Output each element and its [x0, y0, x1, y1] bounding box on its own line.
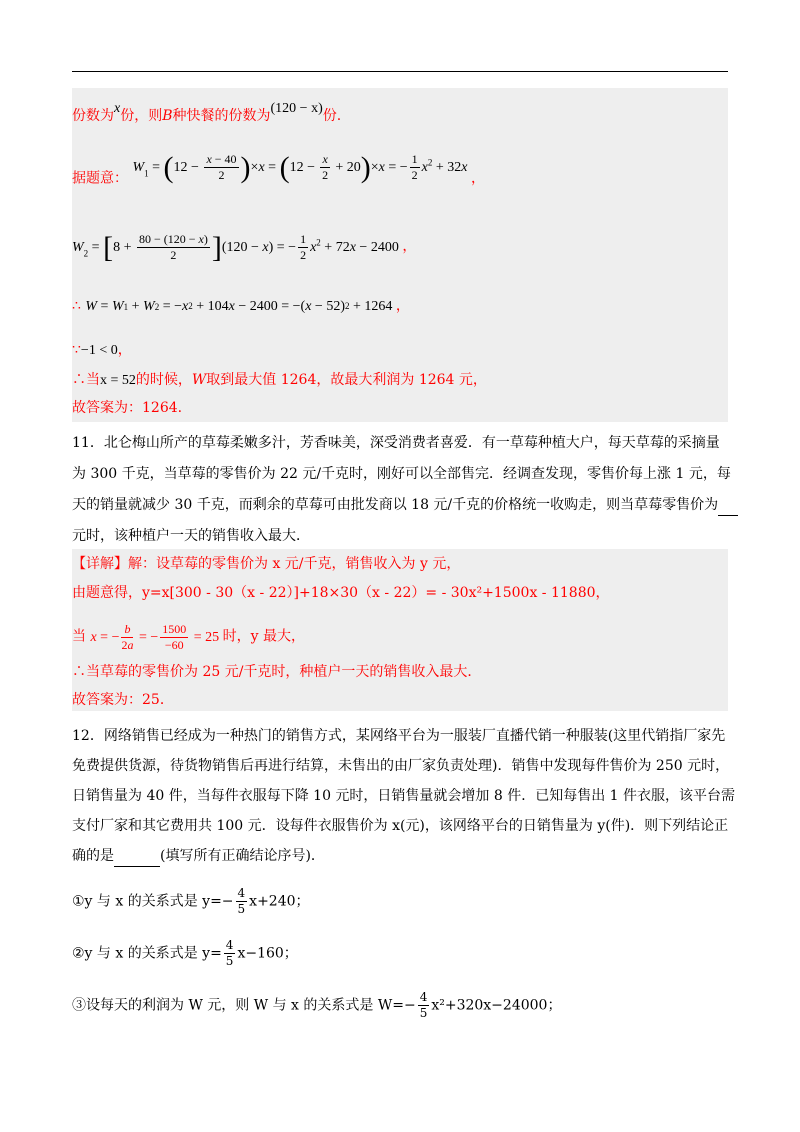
- sol11-line-3: 当 x = − $\frac{b}{2a}$ = − $\frac{1500}{-60}$ = 25 时，y 最大，: [72, 622, 306, 652]
- sol11-line-2: 由题意得，y=x[300 - 30（x - 22）]+18×30（x - 22）= - 30x²+1500x - 11880，: [72, 585, 610, 601]
- header-rule: [72, 71, 728, 72]
- w2-equation: W2 = [8 + $\frac{80 - (120 - x)}{2}$ ](120 − x) = − $\frac{1}{2}$ $x^2 + 72x - 2400$: [72, 230, 403, 264]
- sol11-line-5: 故答案为：25．: [72, 692, 174, 708]
- sol10-line-2: 据题意： W1 = (12 − $\frac{x - 40}{2}$ )×x = (12 − $\frac{x}{2}$ + 20)×x = − $\frac{1}{2}$ $x^2 + 32x$ ，: [72, 150, 485, 187]
- q11-line-1: 11．北仑梅山所产的草莓柔嫩多汁，芳香味美，深受消费者喜爱．有一草莓种植大户，每天草莓的采摘量: [72, 435, 720, 451]
- sol10-line-4: ∴ $W = W1 + W2 = -x^2 + 104x - 2400 = -(x - 52)^2 + 1264$ ，: [72, 298, 410, 314]
- sol11-line-4: ∴当草莓的零售价为 25 元/千克时，种植户一天的销售收入最大．: [72, 664, 482, 680]
- w-total-equation: $W = W1 + W2 = -x^2 + 104x - 2400 = -(x - 52)^2 + 1264$: [85, 299, 396, 314]
- q12-line-1: 12．网络销售已经成为一种热门的销售方式，某网络平台为一服装厂直播代销一种服装(这里代销指厂家先: [72, 728, 726, 744]
- sol10-line-1: 份数为x份，则B种快餐的份数为(120 − x)份.: [72, 101, 342, 124]
- w1-equation: W1 = (12 − $\frac{x - 40}{2}$ )×x = (12 − $\frac{x}{2}$ + 20)×x = − $\frac{1}{2}$ $x^2 + 32x$: [132, 150, 468, 184]
- q12-option-3: ③设每天的利润为 W 元，则 W 与 x 的关系式是 W=− $\frac{4}{5}$ x²+320x−24000；: [72, 990, 562, 1020]
- q11-answer-blank[interactable]: [718, 495, 738, 516]
- sol11-line-1: 【详解】解：设草莓的零售价为 x 元/千克，销售收入为 y 元，: [72, 556, 461, 572]
- q12-line-5: 确的是 (填写所有正确结论序号)．: [72, 846, 325, 867]
- q12-line-2: 免费提供货源，待货物销售后再进行结算，未售出的由厂家负责处理)．销售中发现每件售价为 250 元时，: [72, 758, 730, 774]
- q12-option-2: ②y 与 x 的关系式是 y= $\frac{4}{5}$ x−160；: [72, 938, 298, 968]
- detail-tag: 【详解】: [72, 556, 128, 572]
- sol10-line-7: 故答案为：1264.: [72, 400, 183, 416]
- q11-line-4: 元时，该种植户一天的销售收入最大．: [72, 528, 310, 544]
- q12-option-1: ①y 与 x 的关系式是 y=− $\frac{4}{5}$ x+240；: [72, 886, 310, 916]
- q11-line-2: 为 300 千克，当草莓的零售价为 22 元/千克时，刚好可以全部售完．经调查发现，零售价每上涨 1 元，每: [72, 466, 731, 482]
- q12-line-3: 日销售量为 40 件，当每件衣服每下降 10 元时，日销售量就会增加 8 件．已知每售出 1 件衣服，该平台需: [72, 788, 736, 804]
- sol10-line-6: ∴当x = 52的时候，W取到最大值 1264，故最大利润为 1264 元，: [72, 372, 487, 388]
- q11-line-3: 天的销量就减少 30 千克，而剩余的草莓可由批发商以 18 元/千克的价格统一收购走，则当草莓零售价为: [72, 495, 738, 516]
- q12-line-4: 支付厂家和其它费用共 100 元．设每件衣服售价为 x(元)，该网络平台的日销售量为 y(件)．则下列结论正: [72, 818, 729, 834]
- q12-answer-blank[interactable]: [114, 846, 160, 867]
- vertex-formula: x = − $\frac{b}{2a}$ = − $\frac{1500}{-60}$ = 25: [90, 622, 223, 652]
- sol10-line-3: W2 = [8 + $\frac{80 - (120 - x)}{2}$ ](120 − x) = − $\frac{1}{2}$ $x^2 + 72x - 2400$ ，: [72, 230, 417, 264]
- sol10-line-5: ∵−1 < 0，: [72, 342, 132, 358]
